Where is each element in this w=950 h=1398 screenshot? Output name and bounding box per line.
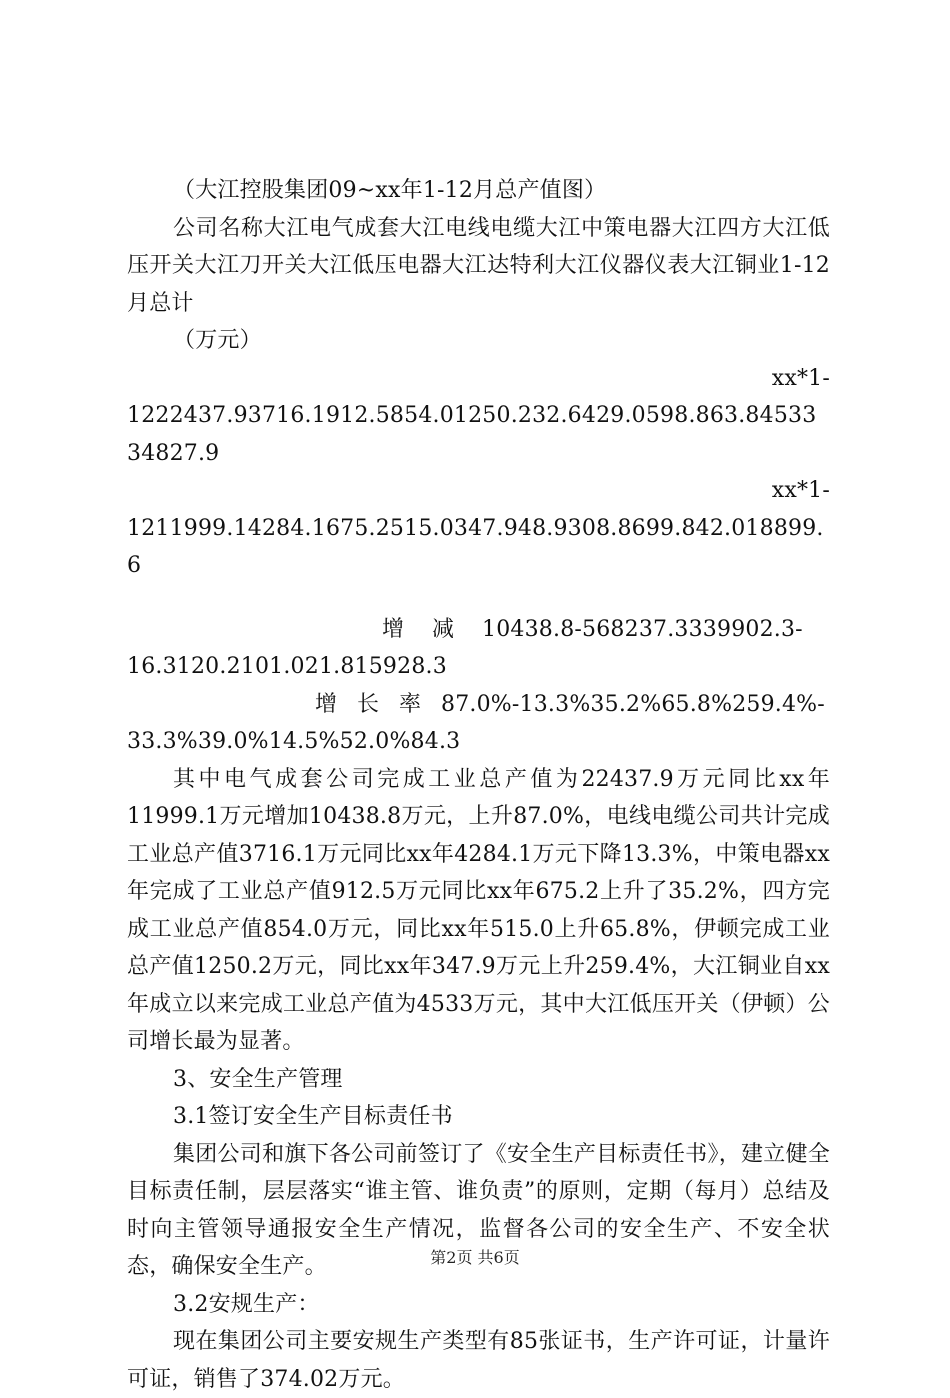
row-3-values-b: 16.3120.2101.021.815928.3: [127, 654, 447, 679]
row-4-values-b: 33.3%39.0%14.5%52.0%84.3: [127, 729, 461, 754]
row-3-values-a: 10438.8-568237.3339902.3-: [482, 616, 803, 642]
row-4-values-a: 87.0%-13.3%35.2%65.8%259.4%-: [441, 691, 825, 717]
unit-label: （万元）: [173, 328, 262, 353]
chart-caption: （大江控股集团09~xx年1-12月总产值图）: [173, 178, 607, 203]
row-2-values: 1211999.14284.1675.2515.0347.948.9308.8699.842.018899.6: [127, 515, 824, 578]
summary-paragraph: 其中电气成套公司完成工业总产值为22437.9万元同比xx年11999.1万元增加10438.8万元，上升87.0%，电线电缆公司共计完成工业总产值3716.1万元同比xx年4284.1万元下降13.3%，中策电器xx年完成了工业总产值912.5万元同比xx年675.2上升了35.2%，四方完成工业总产值854.0万元，同比xx年515.0上升65.8%，伊顿完成工业总产值1250.2万元，同比xx年347.9万元上升259.4%，大江铜业自xx年成立以来完成工业总产值为4533万元，其中大江低压开关（伊顿）公司增长最为显著。: [127, 766, 830, 1054]
section-heading-3-1: 3.1签订安全生产目标责任书: [173, 1104, 453, 1129]
document-body: [127, 172, 830, 1398]
row-4: [127, 686, 830, 724]
spacer: [127, 585, 830, 611]
row-3: [127, 611, 830, 649]
row-1-label: xx*1-: [771, 365, 830, 391]
row-1-values: 1222437.93716.1912.5854.01250.232.6429.0598.863.8453334827.9: [127, 403, 817, 466]
section-3-1-paragraph: 集团公司和旗下各公司前签订了《安全生产目标责任书》，建立健全目标责任制，层层落实“谁主管、谁负责”的原则，定期（每月）总结及时向主管领导通报安全生产情况，监督各公司的安全生产、不安全状态，确保安全生产。: [127, 1141, 830, 1279]
section-3-2-paragraph: 现在集团公司主要安规生产类型有85张证书，生产许可证，计量许可证，销售了374.02万元。: [127, 1329, 830, 1392]
section-heading-3: 3、安全生产管理: [173, 1066, 343, 1092]
row-3-label: 增减: [382, 616, 483, 642]
page-footer: 第2页 共6页: [430, 1248, 520, 1267]
section-heading-3-2: 3.2安规生产：: [173, 1291, 320, 1317]
table-header-text: 公司名称大江电气成套大江电线电缆大江中策电器大江四方大江低压开关大江刀开关大江低压电器大江达特利大江仪器仪表大江铜业1-12月总计: [127, 215, 830, 316]
row-4-label: 增长率: [315, 691, 442, 717]
row-2-label: xx*1-: [771, 478, 830, 503]
